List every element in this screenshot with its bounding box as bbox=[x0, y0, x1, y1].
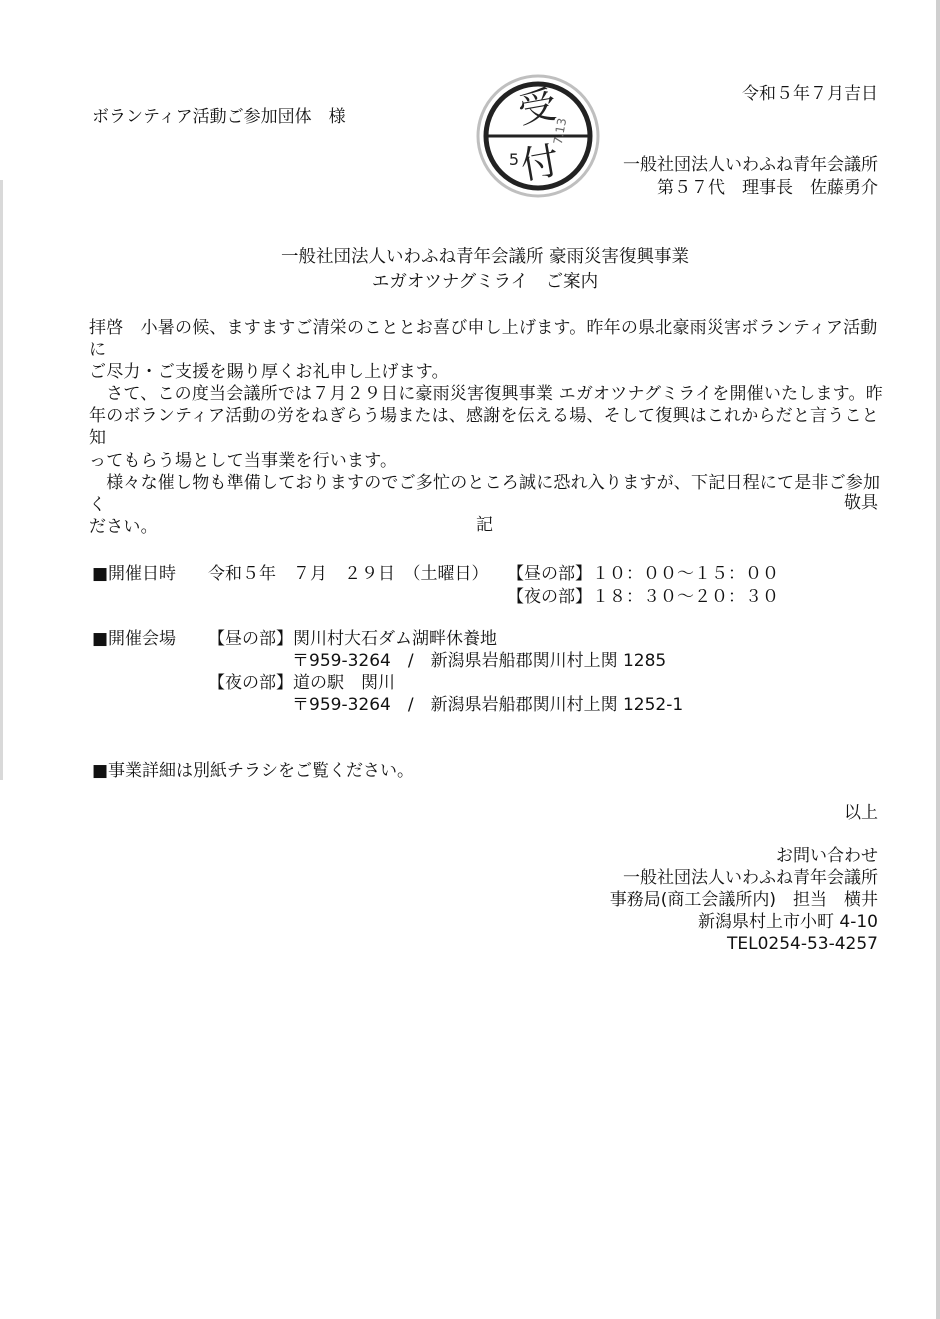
receipt-stamp-icon bbox=[474, 72, 602, 200]
body-line: ださい。 bbox=[89, 516, 158, 537]
end-mark: 以上 bbox=[844, 803, 878, 823]
title-line-1: 一般社団法人いわふね青年会議所 豪雨災害復興事業 bbox=[280, 247, 690, 267]
body-line: ご尽力・ご支援を賜り厚くお礼申し上げます。 bbox=[89, 362, 449, 383]
body-line: 年のボランティア活動の労をねぎらう場または、感謝を伝える場、そして復興はこれからだと言うこと知 bbox=[89, 406, 879, 449]
scan-edge-left bbox=[0, 180, 3, 780]
stamp-top-char: 受 bbox=[514, 82, 560, 133]
contact-heading: お問い合わせ bbox=[776, 846, 878, 866]
contact-org: 一般社団法人いわふね青年会議所 bbox=[623, 868, 878, 888]
closing-keigu: 敬具 bbox=[844, 493, 878, 513]
scan-edge-right bbox=[936, 0, 940, 1319]
body-line: 様々な催し物も準備しておりますのでご多忙のところ誠に恐れ入りますが、下記日程にて是非ご参加く bbox=[89, 472, 881, 515]
schedule-label: ■開催日時 bbox=[92, 564, 177, 584]
stamp-date-month: 5 bbox=[508, 150, 520, 169]
letter-date: 令和５年７月吉日 bbox=[742, 84, 878, 104]
sender-org: 一般社団法人いわふね青年会議所 bbox=[623, 155, 878, 175]
stamp-date-day: 7.13 bbox=[550, 116, 570, 146]
recipient: ボランティア活動ご参加団体 様 bbox=[92, 107, 346, 127]
venue-day-part: 【昼の部】関川村大石ダム湖畔休養地 bbox=[208, 629, 497, 649]
venue-label: ■開催会場 bbox=[92, 629, 177, 649]
ki-mark: 記 bbox=[476, 515, 493, 535]
title-line-2: エガオツナグミライ ご案内 bbox=[371, 272, 599, 292]
schedule-date: 令和５年 ７月 ２９日 （土曜日） bbox=[208, 564, 489, 584]
details-note: ■事業詳細は別紙チラシをご覧ください。 bbox=[92, 761, 415, 781]
contact-office: 事務局(商工会議所内) 担当 横井 bbox=[609, 890, 878, 910]
sender-person: 第５７代 理事長 佐藤勇介 bbox=[657, 178, 878, 198]
contact-address: 新潟県村上市小町 4-10 bbox=[698, 912, 878, 932]
venue-day-address: 〒959-3264 / 新潟県岩船郡関川村上関 1285 bbox=[292, 651, 667, 671]
contact-tel: TEL0254-53-4257 bbox=[726, 934, 878, 954]
schedule-night-time: 【夜の部】１８：３０～２０：３０ bbox=[507, 587, 779, 607]
body-line: ってもらう場として当事業を行います。 bbox=[89, 450, 398, 471]
venue-night-address: 〒959-3264 / 新潟県岩船郡関川村上関 1252-1 bbox=[292, 695, 684, 715]
venue-night-part: 【夜の部】道の駅 関川 bbox=[208, 673, 395, 693]
schedule-day-time: 【昼の部】１０：００～１５：００ bbox=[507, 564, 779, 584]
body-line: 拝啓 小暑の候、ますますご清栄のこととお喜び申し上げます。昨年の県北豪雨災害ボランティア活動に bbox=[89, 318, 878, 361]
body-paragraph bbox=[89, 317, 884, 538]
stamp-bottom-char: 付 bbox=[517, 138, 563, 188]
body-line: さて、この度当会議所では７月２９日に豪雨災害復興事業 エガオツナグミライを開催いたします。昨 bbox=[89, 384, 883, 405]
